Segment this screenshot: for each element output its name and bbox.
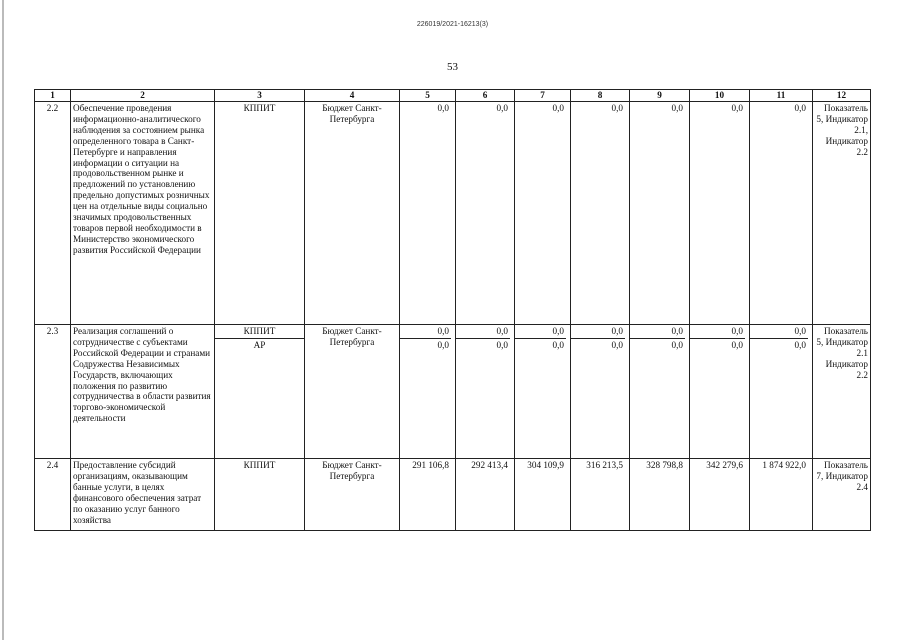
value-cell (515, 325, 571, 459)
column-header: 1 (35, 90, 71, 102)
value-primary: 0,0 (731, 326, 743, 336)
funding-source: Бюджет Санкт-Петербурга (305, 102, 400, 325)
value-primary: 0,0 (496, 326, 508, 336)
value-cell: 1 874 922,0 (750, 459, 813, 531)
executor (215, 325, 305, 459)
column-header: 10 (690, 90, 750, 102)
funding-source: Бюджет Санкт-Петербурга (305, 325, 400, 459)
executor: КППИТ (215, 459, 305, 531)
column-header: 5 (400, 90, 456, 102)
value-cell (750, 325, 813, 459)
row-number: 2.2 (35, 102, 71, 325)
value-primary: 0,0 (794, 326, 806, 336)
page-number: 53 (447, 61, 458, 73)
value-secondary: 0,0 (400, 338, 451, 351)
value-cell (456, 325, 515, 459)
value-cell: 342 279,6 (690, 459, 750, 531)
executor-primary: КППИТ (243, 326, 276, 336)
column-header: 12 (813, 90, 871, 102)
registration-number: 226019/2021-16213(3) (416, 21, 489, 28)
column-header: 6 (456, 90, 515, 102)
value-cell (630, 325, 690, 459)
measure-name: Реализация соглашений о сотрудничестве с субъектами Российской Федерации и странами Содружества Независимых Государств, включающих положения по развитию сотрудничества в области развития торгово-экономической деятельности (71, 325, 215, 459)
column-header: 7 (515, 90, 571, 102)
row-number: 2.4 (35, 459, 71, 531)
indicators: Показатель 5, Индикатор 2.1, Индикатор 2.2 (813, 102, 871, 325)
measure-name: Обеспечение проведения информационно-аналитического наблюдения за состоянием рынка определенного товара в Санкт-Петербурге и направления информации о ситуации на продовольственном рынке и предложений по установлению предельно допустимых розничных цен на отдельные виды социально значимых продовольственных товаров первой необходимости в Министерство экономического развития Российской Федерации (71, 102, 215, 325)
indicators: Показатель 5, Индикатор 2.1 Индикатор 2.2 (813, 325, 871, 459)
value-cell: 0,0 (750, 102, 813, 325)
value-secondary: 0,0 (515, 338, 566, 351)
column-header: 9 (630, 90, 690, 102)
row-number: 2.3 (35, 325, 71, 459)
value-primary: 0,0 (671, 326, 683, 336)
value-cell: 292 413,4 (456, 459, 515, 531)
column-header: 2 (71, 90, 215, 102)
value-secondary: 0,0 (750, 338, 808, 351)
value-cell: 304 109,9 (515, 459, 571, 531)
value-cell: 0,0 (571, 102, 630, 325)
measure-name: Предоставление субсидий организациям, оказывающим банные услуги, в целях финансового обеспечения затрат по оказанию услуг банного хозяйства (71, 459, 215, 531)
value-secondary: 0,0 (630, 338, 685, 351)
table-row (35, 325, 871, 459)
column-header: 4 (305, 90, 400, 102)
value-cell: 0,0 (400, 102, 456, 325)
value-cell: 0,0 (630, 102, 690, 325)
value-cell: 0,0 (456, 102, 515, 325)
value-cell (400, 325, 456, 459)
column-header: 3 (215, 90, 305, 102)
value-primary: 0,0 (611, 326, 623, 336)
column-header: 8 (571, 90, 630, 102)
funding-source: Бюджет Санкт-Петербурга (305, 459, 400, 531)
value-cell (571, 325, 630, 459)
executor: КППИТ (215, 102, 305, 325)
scan-edge-mark (2, 0, 4, 640)
value-cell: 328 798,8 (630, 459, 690, 531)
value-cell: 0,0 (690, 102, 750, 325)
column-header: 11 (750, 90, 813, 102)
value-primary: 0,0 (552, 326, 564, 336)
value-secondary: 0,0 (690, 338, 745, 351)
value-cell: 291 106,8 (400, 459, 456, 531)
program-measures-table (34, 89, 871, 531)
indicators: Показатель 7, Индикатор 2.4 (813, 459, 871, 531)
value-secondary: 0,0 (571, 338, 625, 351)
value-cell (690, 325, 750, 459)
table-row (35, 102, 871, 325)
value-primary: 0,0 (437, 326, 449, 336)
table-header-row (35, 90, 871, 102)
value-cell: 316 213,5 (571, 459, 630, 531)
value-cell: 0,0 (515, 102, 571, 325)
table-row (35, 459, 871, 531)
executor-secondary: АР (215, 338, 304, 351)
value-secondary: 0,0 (456, 338, 510, 351)
